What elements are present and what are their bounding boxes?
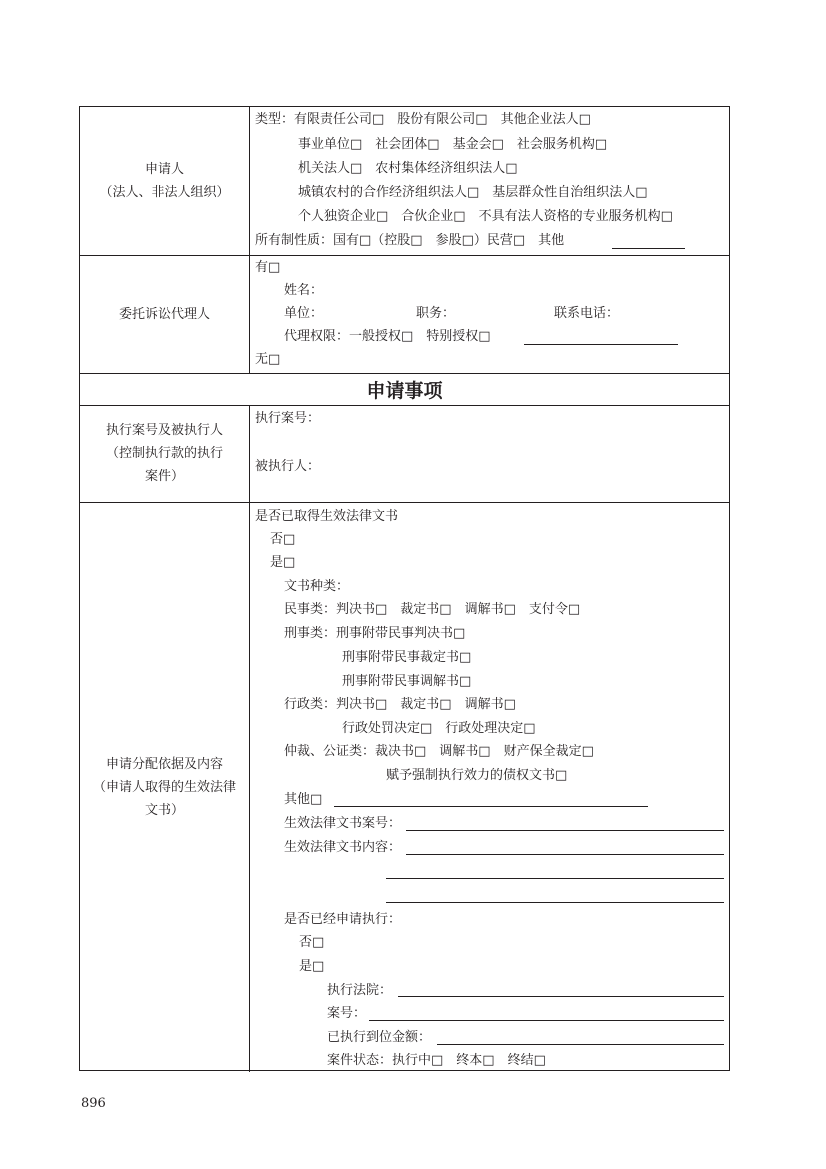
arbitration-documents: 仲裁、公证类：裁决书□ 调解书□ 财产保全裁定□ — [284, 744, 594, 759]
applicant-type-line: 机关法人□ 农村集体经济组织法人□ — [298, 161, 518, 176]
applicant-type-line: 类型：有限责任公司□ 股份有限公司□ 其他企业法人□ — [255, 112, 591, 127]
execution-case-number-blank[interactable] — [369, 1020, 724, 1021]
ownership-other-blank[interactable] — [612, 248, 685, 249]
applicant-type-line: 事业单位□ 社会团体□ 基金会□ 社会服务机构□ — [298, 137, 608, 152]
executed-amount: 已执行到位金额： — [327, 1030, 432, 1045]
agent-unit: 单位： — [284, 306, 324, 321]
distribution-label-line: 文书） — [144, 802, 184, 818]
case-info-label-line: 案件） — [144, 469, 184, 484]
column-divider — [249, 405, 250, 1072]
applicant-type-line: 个人独资企业□ 合伙企业□ 不具有法人资格的专业服务机构□ — [298, 209, 673, 224]
page-number: 896 — [81, 1096, 106, 1111]
execution-case-number: 案号： — [327, 1006, 367, 1021]
applicant-type-line: 城镇农村的合作经济组织法人□ 基层群众性自治组织法人□ — [298, 185, 648, 200]
case-info-label — [80, 405, 249, 502]
agent-name: 姓名： — [284, 283, 324, 298]
agent-has: 有□ — [255, 260, 281, 275]
ownership-line: 所有制性质：国有□（控股□ 参股□）民营□ 其他 — [255, 233, 565, 248]
document-content-blank[interactable] — [386, 902, 724, 903]
other-documents: 其他□ — [284, 792, 323, 807]
has-document-question: 是否已取得生效法律文书 — [255, 509, 399, 524]
distribution-label-line: （申请人取得的生效法律 — [92, 779, 236, 795]
execution-court-blank[interactable] — [398, 996, 724, 997]
agent-authority: 代理权限：一般授权□ 特别授权□ — [284, 329, 491, 344]
case-number-field: 执行案号： — [255, 411, 321, 426]
agent-label — [80, 255, 249, 373]
applied-execution-question: 是否已经申请执行： — [284, 912, 402, 927]
other-documents-blank[interactable] — [334, 806, 648, 807]
applicant-label-line: （法人、非法人组织） — [99, 185, 230, 200]
option-yes: 是□ — [270, 555, 296, 570]
agent-authority-blank[interactable] — [524, 344, 678, 345]
case-status: 案件状态：执行中□ 终本□ 终结□ — [327, 1053, 546, 1068]
applicant-label — [80, 107, 249, 255]
arbitration-documents: 赋予强制执行效力的债权文书□ — [386, 768, 568, 783]
document-content-blank[interactable] — [406, 854, 724, 855]
agent-phone: 联系电话： — [554, 306, 620, 321]
agent-position: 职务： — [416, 306, 456, 321]
distribution-label-line: 申请分配依据及内容 — [105, 756, 223, 772]
executed-amount-blank[interactable] — [437, 1044, 724, 1045]
document-case-number: 生效法律文书案号： — [284, 816, 402, 831]
criminal-documents: 刑事附带民事调解书□ — [342, 674, 472, 689]
document-content: 生效法律文书内容： — [284, 840, 402, 855]
document-case-number-blank[interactable] — [406, 830, 724, 831]
application-form-table — [79, 106, 730, 1071]
option-no: 否□ — [299, 935, 325, 950]
option-yes: 是□ — [299, 959, 325, 974]
administrative-documents: 行政处罚决定□ 行政处理决定□ — [342, 721, 536, 736]
document-type-label: 文书种类： — [284, 579, 350, 594]
document-content-blank[interactable] — [386, 878, 724, 879]
execution-court: 执行法院： — [327, 983, 393, 998]
distribution-label — [80, 502, 249, 1072]
criminal-documents: 刑事附带民事裁定书□ — [342, 650, 472, 665]
agent-none: 无□ — [255, 352, 281, 367]
applicant-label-line: 申请人 — [144, 162, 184, 177]
column-divider — [249, 107, 250, 373]
option-no: 否□ — [270, 532, 296, 547]
case-info-label-line: 执行案号及被执行人 — [105, 423, 223, 438]
administrative-documents: 行政类：判决书□ 裁定书□ 调解书□ — [284, 697, 516, 712]
criminal-documents: 刑事类：刑事附带民事判决书□ — [284, 626, 466, 641]
agent-label-text: 委托诉讼代理人 — [118, 306, 210, 322]
section-title: 申请事项 — [366, 379, 443, 402]
respondent-field: 被执行人： — [255, 459, 321, 474]
civil-documents: 民事类：判决书□ 裁定书□ 调解书□ 支付令□ — [284, 602, 581, 617]
case-info-label-line: （控制执行款的执行 — [105, 446, 223, 461]
